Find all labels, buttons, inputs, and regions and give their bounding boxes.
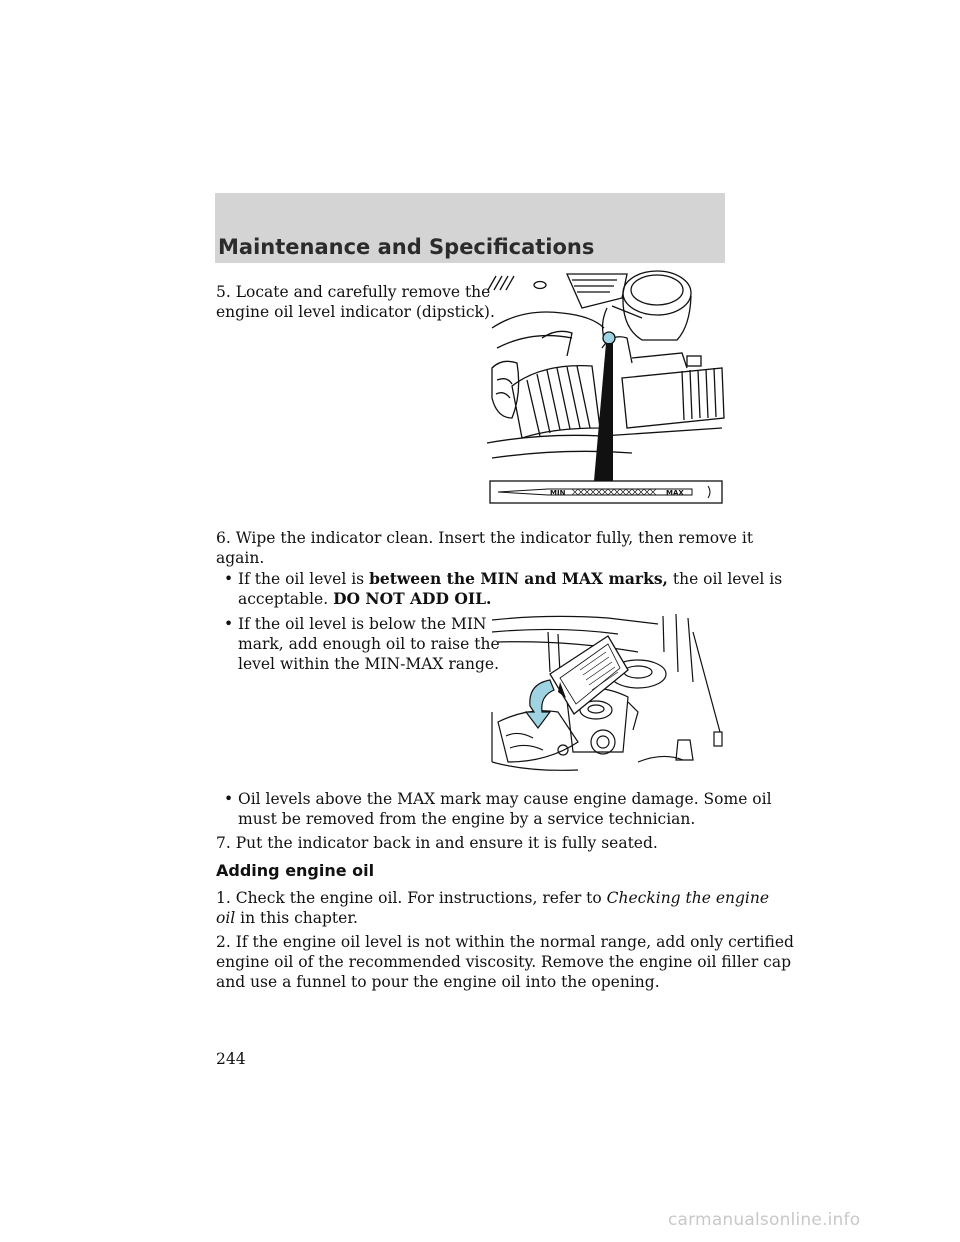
adding-step1-pre: 1. Check the engine oil. For instructions, refer to — [216, 889, 607, 907]
step5-line1: 5. Locate and carefully remove the — [216, 283, 491, 301]
bullet3-line2: must be removed from the engine by a service technician. — [238, 810, 696, 828]
bullet1-line1 — [238, 569, 782, 589]
bullet2-line3: level within the MIN-MAX range. — [238, 655, 500, 673]
adding-step2-line3: and use a funnel to pour the engine oil into the opening. — [216, 973, 660, 991]
adding-step1-line2 — [216, 908, 358, 928]
step5-line2: engine oil level indicator (dipstick). — [216, 303, 495, 321]
bullet1-pre: If the oil level is — [238, 570, 370, 588]
adding-step2-line1: 2. If the engine oil level is not within the normal range, add only certified — [216, 933, 794, 951]
bullet1-bold: between the MIN and MAX marks, — [369, 569, 668, 588]
dipstick-figure — [482, 268, 728, 508]
adding-step1-ref-cont: oil — [216, 909, 236, 927]
adding-oil-heading: Adding engine oil — [216, 861, 375, 880]
bullet2-line1: If the oil level is below the MIN — [238, 615, 487, 633]
bullet-marker: • — [224, 790, 234, 808]
bullet1-line2 — [238, 589, 491, 609]
dipstick-max-label: MAX — [666, 489, 684, 497]
bullet1-post: the oil level is — [667, 570, 783, 588]
step6-line1: 6. Wipe the indicator clean. Insert the indicator fully, then remove it — [216, 529, 754, 547]
adding-step1-line1 — [216, 888, 769, 908]
bullet-marker: • — [224, 615, 234, 633]
bullet2-line2: mark, add enough oil to raise the — [238, 635, 500, 653]
bullet1-line2-bold: DO NOT ADD OIL. — [333, 589, 492, 608]
step6-line2: again. — [216, 549, 265, 567]
watermark: carmanualsonline.info — [668, 1210, 861, 1230]
section-title: Maintenance and Specifications — [218, 235, 595, 259]
bullet3-line1: Oil levels above the MAX mark may cause engine damage. Some oil — [238, 790, 772, 808]
page-number: 244 — [216, 1050, 246, 1068]
adding-step1-ref: Checking the engine — [606, 889, 770, 907]
adding-step1-post: in this chapter. — [235, 909, 358, 927]
bullet-marker: • — [224, 570, 234, 588]
bullet1-line2-pre: acceptable. — [238, 590, 334, 608]
step7: 7. Put the indicator back in and ensure it is fully seated. — [216, 834, 658, 852]
adding-oil-figure — [488, 612, 728, 774]
adding-step2-line2: engine oil of the recommended viscosity. Remove the engine oil filler cap — [216, 953, 791, 971]
dipstick-min-label: MIN — [550, 489, 566, 497]
